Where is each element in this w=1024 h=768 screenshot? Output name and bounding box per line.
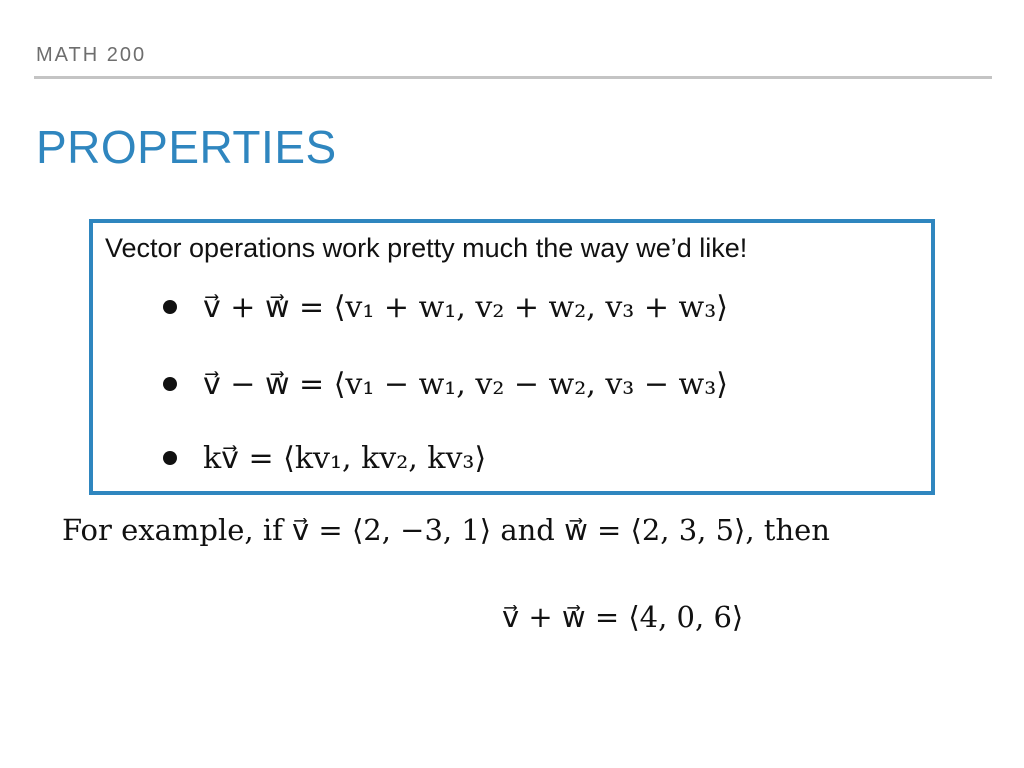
intro-text: Vector operations work pretty much the way we’d like! [105,233,748,263]
header-divider [34,76,992,79]
formula-subtraction: v⃗ − w⃗ = ⟨v₁ − w₁, v₂ − w₂, v₃ − w₃⟩ [203,366,728,402]
bullet-dot-icon [163,377,177,391]
example-result: v⃗ + w⃗ = ⟨4, 0, 6⟩ [502,600,744,634]
bullet-item-addition [163,287,728,327]
example-text: For example, if v⃗ = ⟨2, −3, 1⟩ and w⃗ = ⟨2, 3, 5⟩, then [62,513,830,547]
bullet-dot-icon [163,300,177,314]
bullet-item-subtraction [163,364,728,404]
formula-scalar: kv⃗ = ⟨kv₁, kv₂, kv₃⟩ [203,440,487,476]
bullet-item-scalar [163,438,486,478]
formula-addition: v⃗ + w⃗ = ⟨v₁ + w₁, v₂ + w₂, v₃ + w₃⟩ [203,289,728,325]
course-label: MATH 200 [36,44,147,66]
properties-box [89,219,935,495]
slide-title: PROPERTIES [36,121,337,173]
bullet-dot-icon [163,451,177,465]
